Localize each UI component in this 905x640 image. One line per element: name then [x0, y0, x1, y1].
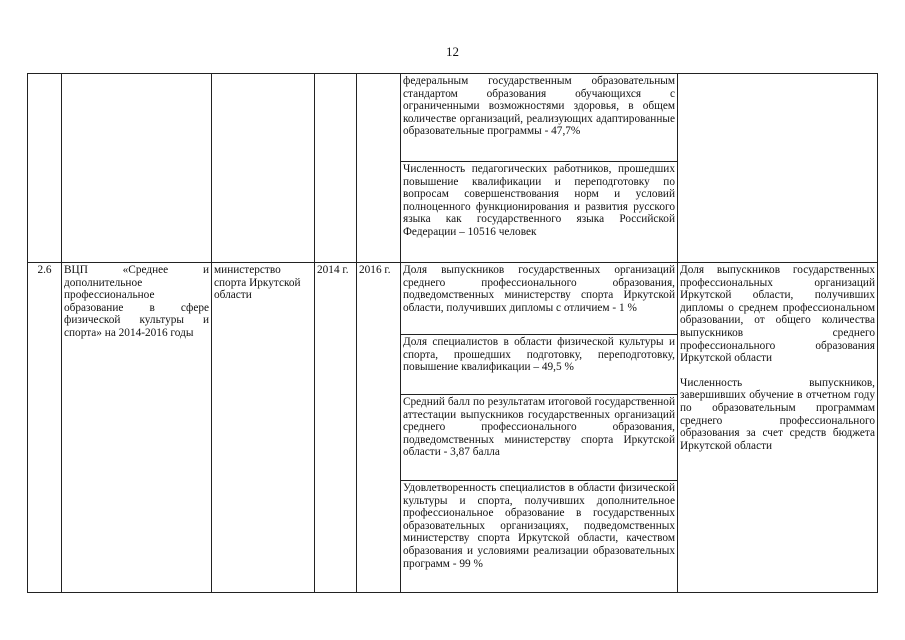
cell-start-empty	[315, 74, 357, 263]
row-number: 2.6	[28, 263, 62, 593]
related-indicator: Доля выпускников государственных профессиональных организаций Иркутской области, получивших дипломы о среднем профессиональном образовании, от общего количества выпускников среднего профессионального образования Иркутской области	[680, 264, 875, 365]
related-indicator: Численность выпускников, завершивших обучение в отчетном году по образовательным программам среднего профессионального образования за счет средств бюджета Иркутской области	[680, 376, 875, 452]
executor: министерство спорта Иркутской области	[212, 263, 315, 593]
table-row-2-6	[28, 263, 878, 335]
start-year: 2014 г.	[315, 263, 357, 593]
cell-end-empty	[357, 74, 401, 263]
cell-number-empty	[28, 74, 62, 263]
cell-related-empty	[678, 74, 878, 263]
cell-program-empty	[62, 74, 212, 263]
related-indicators-cell	[678, 263, 878, 593]
table-row-continuation	[28, 74, 878, 162]
indicator-cell: Доля выпускников государственных организаций среднего профессионального образования, подведомственных министерству спорта Иркутской области, получивших дипломы с отличием - 1 %	[401, 263, 678, 335]
indicator-cell: Численность педагогических работников, прошедших повышение квалификации и переподготовку по вопросам совершенствования норм и условий полноценного функционирования и развития русского языка как государственного языка Российской Федерации – 10516 человек	[401, 162, 678, 263]
indicator-cell: Удовлетворенность специалистов в области физической культуры и спорта, получивших дополнительное профессиональное образование в государственных образовательных организациях, подведомственных министерству спорта Иркутской области, качеством образования и условиями реализации образовательных программ - 99 %	[401, 481, 678, 593]
page-number: 12	[446, 44, 459, 59]
end-year: 2016 г.	[357, 263, 401, 593]
program-name: ВЦП «Среднее и дополнительное профессиональное образование в сфере физической культуры и спорта» на 2014-2016 годы	[62, 263, 212, 593]
cell-executor-empty	[212, 74, 315, 263]
indicator-cell: Доля специалистов в области физической культуры и спорта, прошедших подготовку, переподготовку, повышение квалификации – 49,5 %	[401, 335, 678, 395]
program-table	[27, 73, 878, 593]
indicator-cell: федеральным государственным образовательным стандартом образования обучающихся с ограниченными возможностями здоровья, в общем количестве организаций, реализующих адаптированные образовательные программы - 47,7%	[401, 74, 678, 162]
indicator-cell: Средний балл по результатам итоговой государственной аттестации выпускников государственных организаций среднего профессионального образования, подведомственных министерству спорта Иркутской области - 3,87 балла	[401, 395, 678, 481]
paragraph-gap	[680, 365, 875, 377]
